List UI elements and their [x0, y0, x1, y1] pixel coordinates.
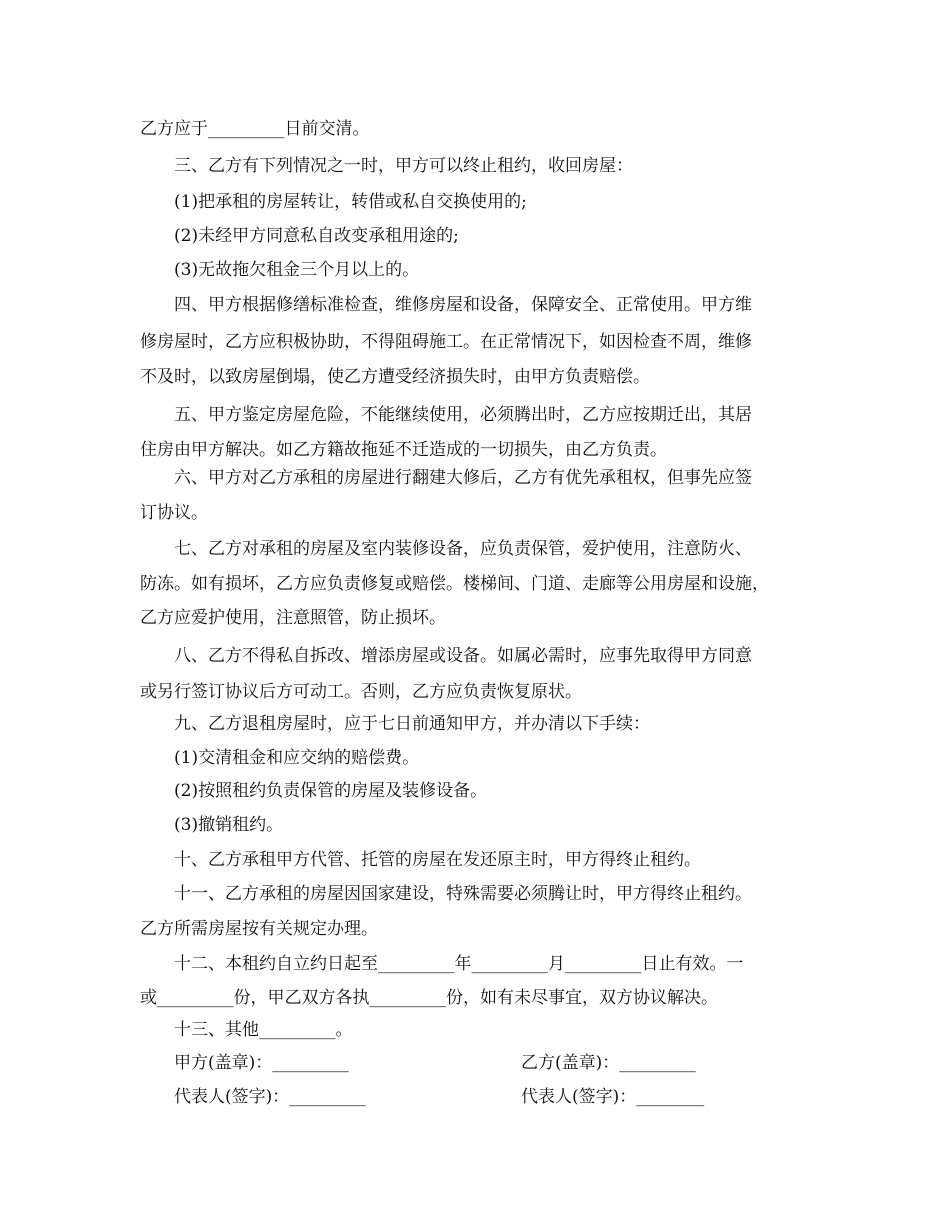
clause-4-line-3: 不及时，以致房屋倒塌，使乙方遭受经济损失时，由甲方负责赔偿。 — [140, 367, 650, 387]
clause-10: 十、乙方承租甲方代管、托管的房屋在发还原主时，甲方得终止租约。 — [174, 850, 701, 870]
party-a-representative-line: 代表人(签字)：_________ — [174, 1087, 366, 1107]
clause-7-line-1: 七、乙方对承租的房屋及室内装修设备，应负责保管，爱护使用，注意防火、 — [174, 539, 752, 559]
clause-3-item-1: (1)把承租的房屋转让，转借或私自交换使用的; — [174, 192, 527, 212]
party-b-representative-line: 代表人(签字)：________ — [521, 1087, 705, 1107]
party-a-seal-line: 甲方(盖章)：_________ — [174, 1053, 349, 1073]
clause-5-line-1: 五、甲方鉴定房屋危险，不能继续使用，必须腾出时，乙方应按期迁出，其居 — [174, 405, 752, 425]
clause-13: 十三、其他_________。 — [174, 1020, 353, 1040]
clause-3-item-3: (3)无故拖欠租金三个月以上的。 — [174, 260, 420, 280]
clause-7-line-3: 乙方应爱护使用，注意照管，防止损坏。 — [140, 608, 446, 628]
clause-6-line-1: 六、甲方对乙方承租的房屋进行翻建大修后，乙方有优先承租权，但事先应签 — [174, 468, 752, 488]
clause-4-line-2: 修房屋时，乙方应积极协助，不得阻碍施工。在正常情况下，如因检查不周，维修 — [140, 332, 752, 352]
clause-11-line-2: 乙方所需房屋按有关规定办理。 — [140, 919, 378, 939]
clause-3-heading: 三、乙方有下列情况之一时，甲方可以终止租约，收回房屋： — [174, 156, 633, 176]
clause-3-item-2: (2)未经甲方同意私自改变承租用途的; — [174, 226, 459, 246]
clause-12-line-1: 十二、本租约自立约日起至_________年_________月_________日止有效。一 — [174, 954, 744, 974]
clause-9-heading: 九、乙方退租房屋时，应于七日前通知甲方，并办清以下手续： — [174, 714, 650, 734]
clause-7-line-2: 防冻。如有损坏，乙方应负责修复或赔偿。楼梯间、门道、走廊等公用房屋和设施， — [140, 574, 769, 594]
clause-8-line-2: 或另行签订协议后方可动工。否则，乙方应负责恢复原状。 — [140, 682, 582, 702]
clause-5-line-2: 住房由甲方解决。如乙方籍故拖延不迁造成的一切损失，由乙方负责。 — [140, 440, 667, 460]
clause-9-item-1: (1)交清租金和应交纳的赔偿费。 — [174, 748, 420, 768]
clause-12-line-2: 或_________份，甲乙双方各执_________份，如有未尽事宜，双方协议解决。 — [140, 988, 718, 1008]
clause-4-line-1: 四、甲方根据修缮标准检查，维修房屋和设备，保障安全、正常使用。甲方维 — [174, 295, 752, 315]
clause-8-line-1: 八、乙方不得私自拆改、增添房屋或设备。如属必需时，应事先取得甲方同意 — [174, 646, 752, 666]
clause-9-item-2: (2)按照租约负责保管的房屋及装修设备。 — [174, 781, 488, 801]
clause-11-line-1: 十一、乙方承租的房屋因国家建设，特殊需要必须腾让时，甲方得终止租约。 — [174, 884, 752, 904]
paragraph-line: 乙方应于_________日前交清。 — [140, 119, 370, 139]
clause-6-line-2: 订协议。 — [140, 503, 208, 523]
clause-9-item-3: (3)撤销租约。 — [174, 815, 284, 835]
party-b-seal-line: 乙方(盖章)：_________ — [521, 1053, 696, 1073]
